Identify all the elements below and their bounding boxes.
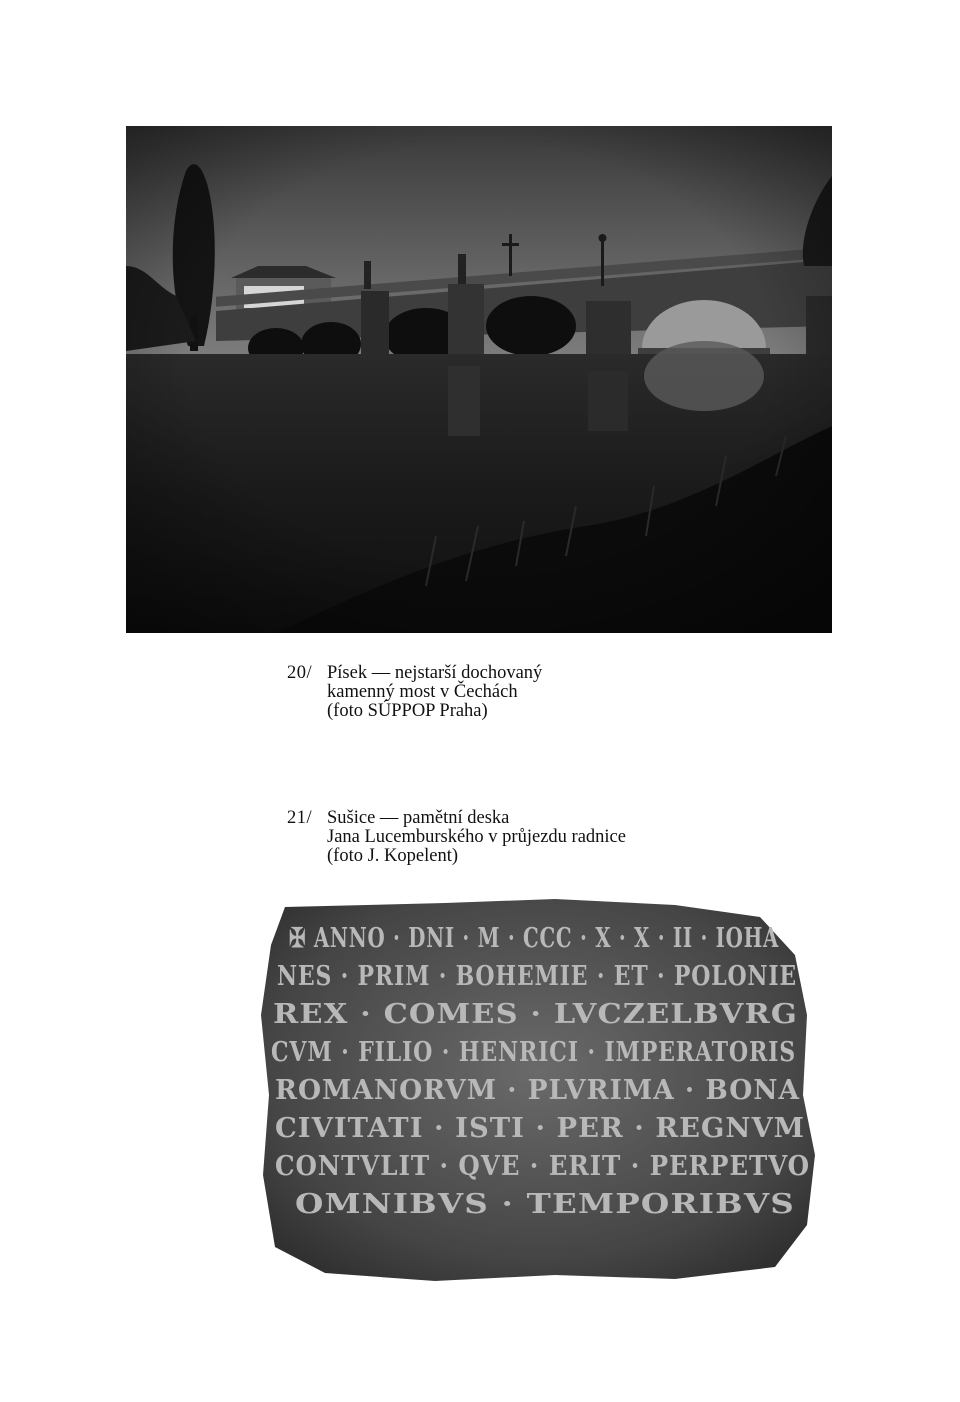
- caption-line: (foto J. Kopelent): [327, 846, 459, 866]
- caption-line: Jana Lucemburského v průjezdu radnice: [327, 827, 626, 847]
- caption-number: 21/: [287, 808, 313, 828]
- inscription-line: NES · PRIM · BOHEMIE · ET · POLONIE: [277, 961, 797, 992]
- inscription-line: CONTVLIT · QVE · ERIT · PERPETVO: [275, 1151, 810, 1182]
- caption-line: kamenný most v Čechách: [327, 682, 518, 702]
- inscription-line: ✠ ANNO · DNI · M · CCC · X · X · II · IOHA: [289, 923, 780, 954]
- inscription-line: CIVITATI · ISTI · PER · REGNVM: [275, 1113, 805, 1144]
- caption-number: 20/: [287, 663, 313, 683]
- caption-line: Písek — nejstarší dochovaný: [327, 663, 543, 683]
- caption-line: Sušice — pamětní deska: [327, 808, 510, 828]
- plaque-photograph: [255, 895, 825, 1285]
- caption-photo-20: [287, 664, 707, 728]
- inscription-line: ROMANORVM · PLVRIMA · BONA: [275, 1075, 801, 1106]
- bridge-photograph: [126, 126, 832, 633]
- inscription-line: CVM · FILIO · HENRICI · IMPERATORIS: [271, 1037, 796, 1068]
- inscription-line: OMNIBVS · TEMPORIBVS: [295, 1189, 795, 1220]
- caption-line: (foto SÚPPOP Praha): [327, 701, 488, 721]
- inscription-line: REX · COMES · LVCZELBVRG: [273, 999, 798, 1030]
- caption-photo-21: [287, 809, 707, 873]
